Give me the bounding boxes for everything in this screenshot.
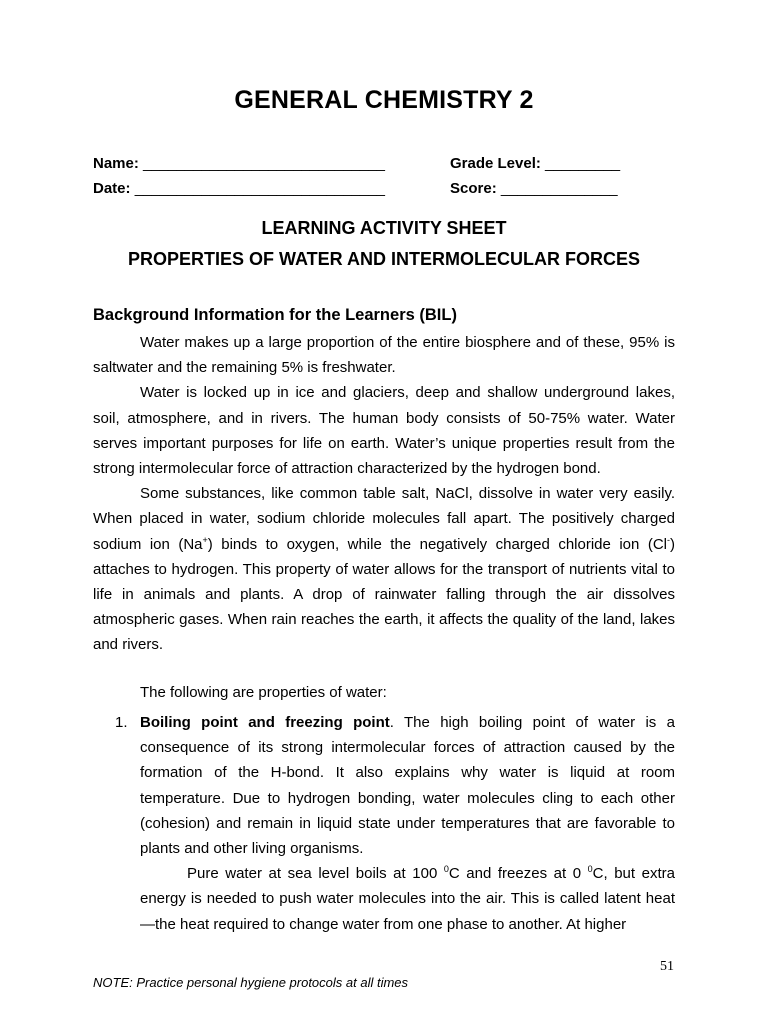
page-number: 51 xyxy=(660,959,674,974)
list-intro: The following are properties of water: xyxy=(140,684,387,701)
list-item-body xyxy=(140,710,675,937)
subtitle-activity-sheet: LEARNING ACTIVITY SHEET xyxy=(261,218,507,238)
background-text xyxy=(93,330,675,658)
date-label: Date: xyxy=(93,180,131,197)
date-blank: ______________________________ xyxy=(134,180,385,197)
chloride-charge: - xyxy=(667,534,670,545)
grade-level-field xyxy=(450,155,620,172)
degree-mark: 0 xyxy=(587,864,593,875)
page-title: GENERAL CHEMISTRY 2 xyxy=(234,86,534,114)
list-item-number: 1. xyxy=(115,714,128,731)
name-blank: _____________________________ xyxy=(143,155,385,172)
score-field xyxy=(450,180,618,197)
grade-level-label: Grade Level: xyxy=(450,155,541,172)
degree-mark: 0 xyxy=(443,864,449,875)
date-field xyxy=(93,180,385,197)
list-item-paragraph-1: Boiling point and freezing point. The high boiling point of water is a consequence of its strong intermolecular forces of attraction caused by the formation of the H-bond. It also explains why water is liquid at room temperature. Due to hydrogen bonding, water molecules cling to each other (cohesion) and remain in liquid state under temperatures that are favorable to plants and other living organisms. xyxy=(140,714,675,858)
paragraph-1: Water makes up a large proportion of the entire biosphere and of these, 95% is saltwater and the remaining 5% is freshwater. xyxy=(93,334,675,377)
grade-level-blank: _________ xyxy=(545,155,621,172)
subtitle-topic: PROPERTIES OF WATER AND INTERMOLECULAR FORCES xyxy=(127,249,640,269)
list-item-title: Boiling point and freezing point xyxy=(140,714,390,731)
list-item-paragraph-2: Pure water at sea level boils at 100 $^0$C and freezes at 0 $^0$C, but extra energy is needed to push water molecules into the air. This is called latent heat—the heat required to change water from one phase to another. At higher xyxy=(140,864,675,933)
name-field xyxy=(93,155,385,172)
section-heading: Background Information for the Learners (BIL) xyxy=(93,306,457,324)
name-label: Name: xyxy=(93,155,139,172)
footer-note: NOTE: Practice personal hygiene protocols at all times xyxy=(93,975,409,990)
paragraph-3: Some substances, like common table salt, NaCl, dissolve in water very easily. When placed in water, sodium chloride molecules fall apart. The positively charged sodium ion (Na+) binds to oxygen, while the negatively charged chloride ion (Cl-) attaches to hydrogen. This property of water allows for the transport of nutrients vital to life in animals and plants. A drop of rainwater falling through the air dissolves atmospheric gases. When rain reaches the earth, it affects the quality of the land, lakes and rivers. xyxy=(93,485,675,654)
score-label: Score: xyxy=(450,180,497,197)
sodium-charge: + xyxy=(202,534,208,545)
paragraph-2: Water is locked up in ice and glaciers, deep and shallow underground lakes, soil, atmosphere, and in rivers. The human body consists of 50-75% water. Water serves important purposes for life on earth. Water’s unique properties result from the strong intermolecular force of attraction characterized by the hydrogen bond. xyxy=(93,384,675,478)
score-blank: ______________ xyxy=(500,180,618,197)
